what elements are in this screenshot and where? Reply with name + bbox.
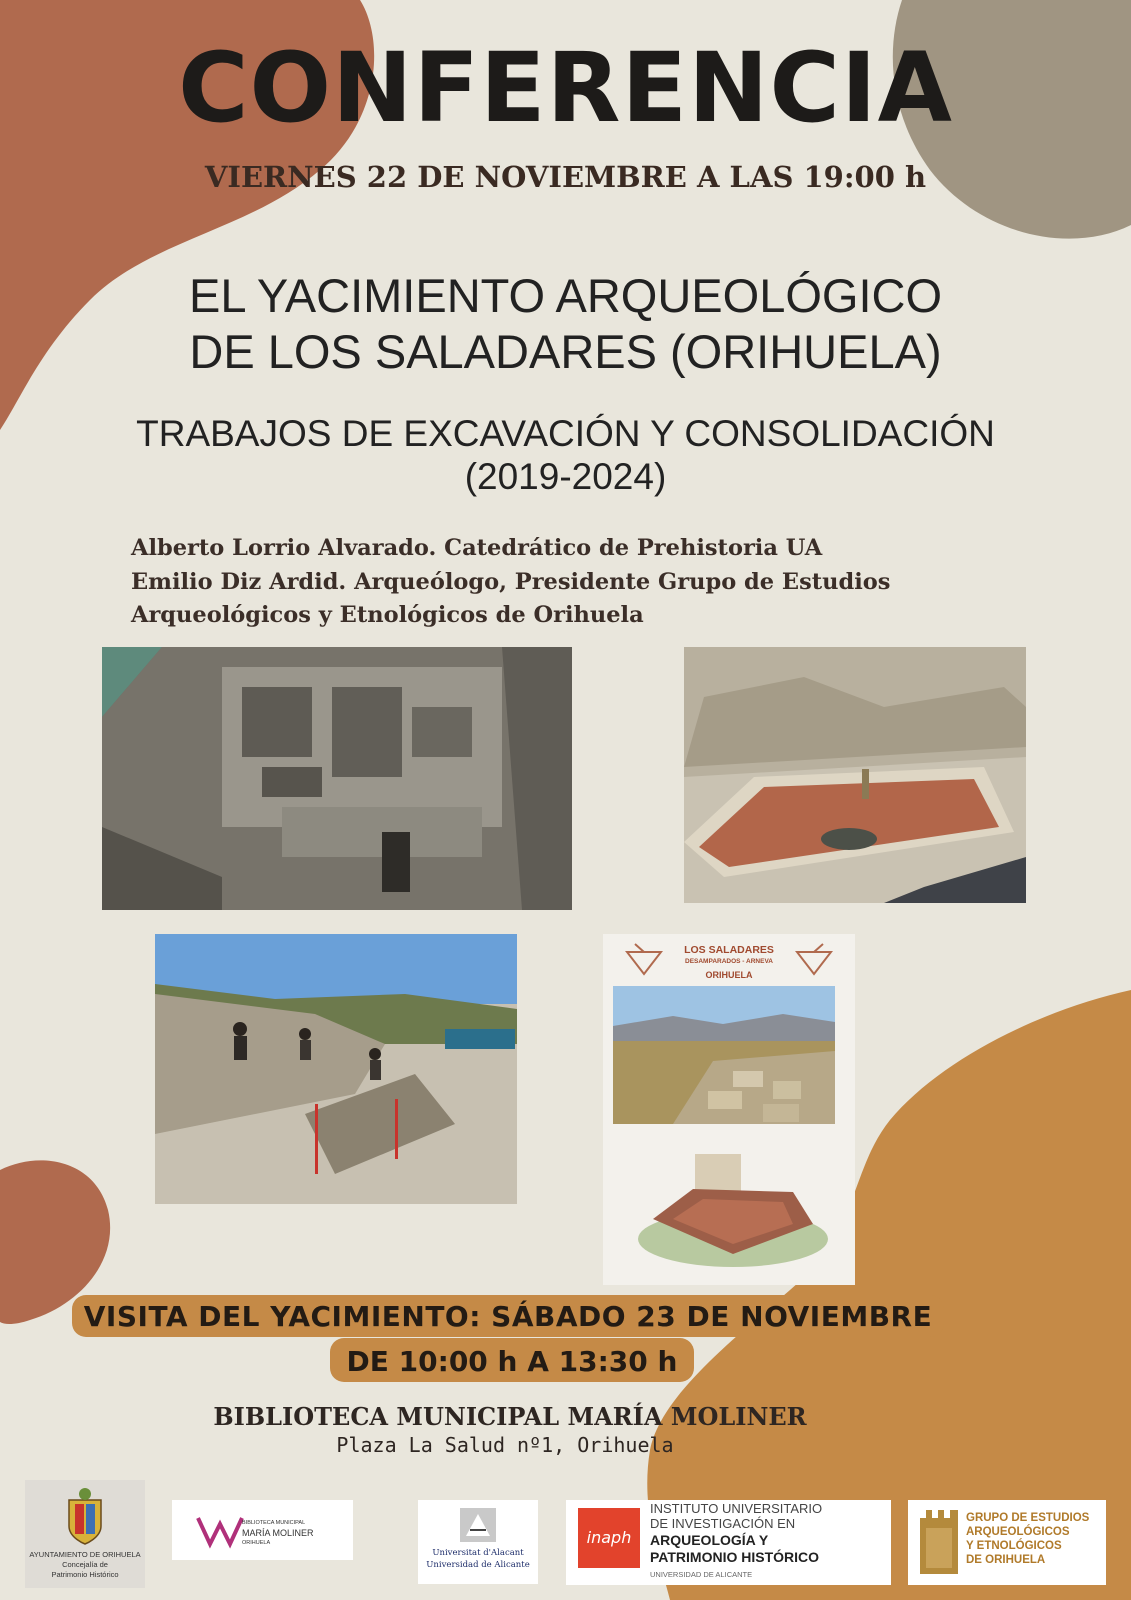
inaph-line-4: PATRIMONIO HISTÓRICO <box>650 1549 820 1565</box>
visit-date: VISITA DEL YACIMIENTO: SÁBADO 23 DE NOVIEMBRE <box>83 1300 933 1333</box>
talk-subtitle-line-1: TRABAJOS DE EXCAVACIÓN Y CONSOLIDACIÓN <box>136 413 995 454</box>
grupo-line-3: Y ETNOLÓGICOS <box>966 1540 1062 1552</box>
inaph-line-2: DE INVESTIGACIÓN EN <box>650 1516 796 1531</box>
ayuntamiento-logo <box>25 1480 145 1588</box>
inaph-logo <box>566 1500 891 1585</box>
biblioteca-logo <box>172 1500 353 1560</box>
event-date: VIERNES 22 DE NOVIEMBRE A LAS 19:00 h <box>204 160 927 194</box>
ua-name-valencian: Universitat d'Alacant <box>432 1548 524 1558</box>
talk-title-line-1: EL YACIMIENTO ARQUEOLÓGICO <box>188 269 943 322</box>
excavation-team-photo <box>155 934 517 1204</box>
inaph-mark: inaph <box>578 1508 640 1568</box>
speaker-line: Arqueológicos y Etnológicos de Orihuela <box>131 602 644 628</box>
virtual-reconstruction-image <box>613 986 835 1124</box>
ua-logo <box>418 1500 538 1584</box>
talk-subtitle <box>0 412 1131 498</box>
talk-title-line-2: DE LOS SALADARES (ORIHUELA) <box>189 325 942 378</box>
tower-icon <box>918 1508 960 1574</box>
ua-name-spanish: Universidad de Alicante <box>426 1560 530 1570</box>
venue-address: Plaza La Salud nº1, Orihuela <box>336 1433 674 1457</box>
grupo-line-1: GRUPO DE ESTUDIOS <box>966 1512 1090 1524</box>
biblioteca-mark-icon <box>196 1514 244 1550</box>
speaker-line: Alberto Lorrio Alvarado. Catedrático de Prehistoria UA <box>131 535 823 561</box>
talk-subtitle-line-2: (2019-2024) <box>464 456 667 497</box>
coat-of-arms-icon <box>61 1486 109 1548</box>
ayuntamiento-dept-2: Patrimonio Histórico <box>51 1570 119 1579</box>
panel-subtitle: DESAMPARADOS - ARNEVA <box>685 958 773 965</box>
inaph-line-3: ARQUEOLOGÍA Y <box>650 1532 769 1548</box>
speaker-line: Emilio Diz Ardid. Arqueólogo, Presidente Grupo de Estudios <box>131 568 891 595</box>
inaph-line-5: UNIVERSIDAD DE ALICANTE <box>650 1570 753 1579</box>
grupo-line-4: DE ORIHUELA <box>966 1554 1046 1566</box>
tower-reconstruction-image <box>633 1144 833 1272</box>
ayuntamiento-dept-1: Concejalía de <box>62 1560 108 1569</box>
consolidated-structure-photo <box>684 647 1026 903</box>
page-title: CONFERENCIA <box>178 32 953 144</box>
grupo-estudios-logo <box>908 1500 1106 1585</box>
biblioteca-line-2: MARÍA MOLINER <box>242 1528 314 1538</box>
venue-name: BIBLIOTECA MUNICIPAL MARÍA MOLINER <box>213 1402 807 1431</box>
talk-title <box>0 268 1131 380</box>
aerial-excavation-photo <box>102 647 572 910</box>
biblioteca-line-1: BIBLIOTECA MUNICIPAL <box>242 1520 306 1526</box>
ayuntamiento-name: AYUNTAMIENTO DE ORIHUELA <box>29 1550 141 1559</box>
visit-hours: DE 10:00 h A 13:30 h <box>346 1345 678 1378</box>
ua-mark-icon <box>460 1508 496 1542</box>
panel-place: ORIHUELA <box>705 970 753 980</box>
site-info-panel <box>603 934 855 1285</box>
biblioteca-line-3: ORIHUELA <box>242 1540 271 1546</box>
grupo-line-2: ARQUEOLÓGICOS <box>966 1526 1070 1538</box>
panel-title: LOS SALADARES <box>684 944 774 956</box>
inaph-line-1: INSTITUTO UNIVERSITARIO <box>650 1501 823 1516</box>
speakers-list <box>131 532 890 633</box>
